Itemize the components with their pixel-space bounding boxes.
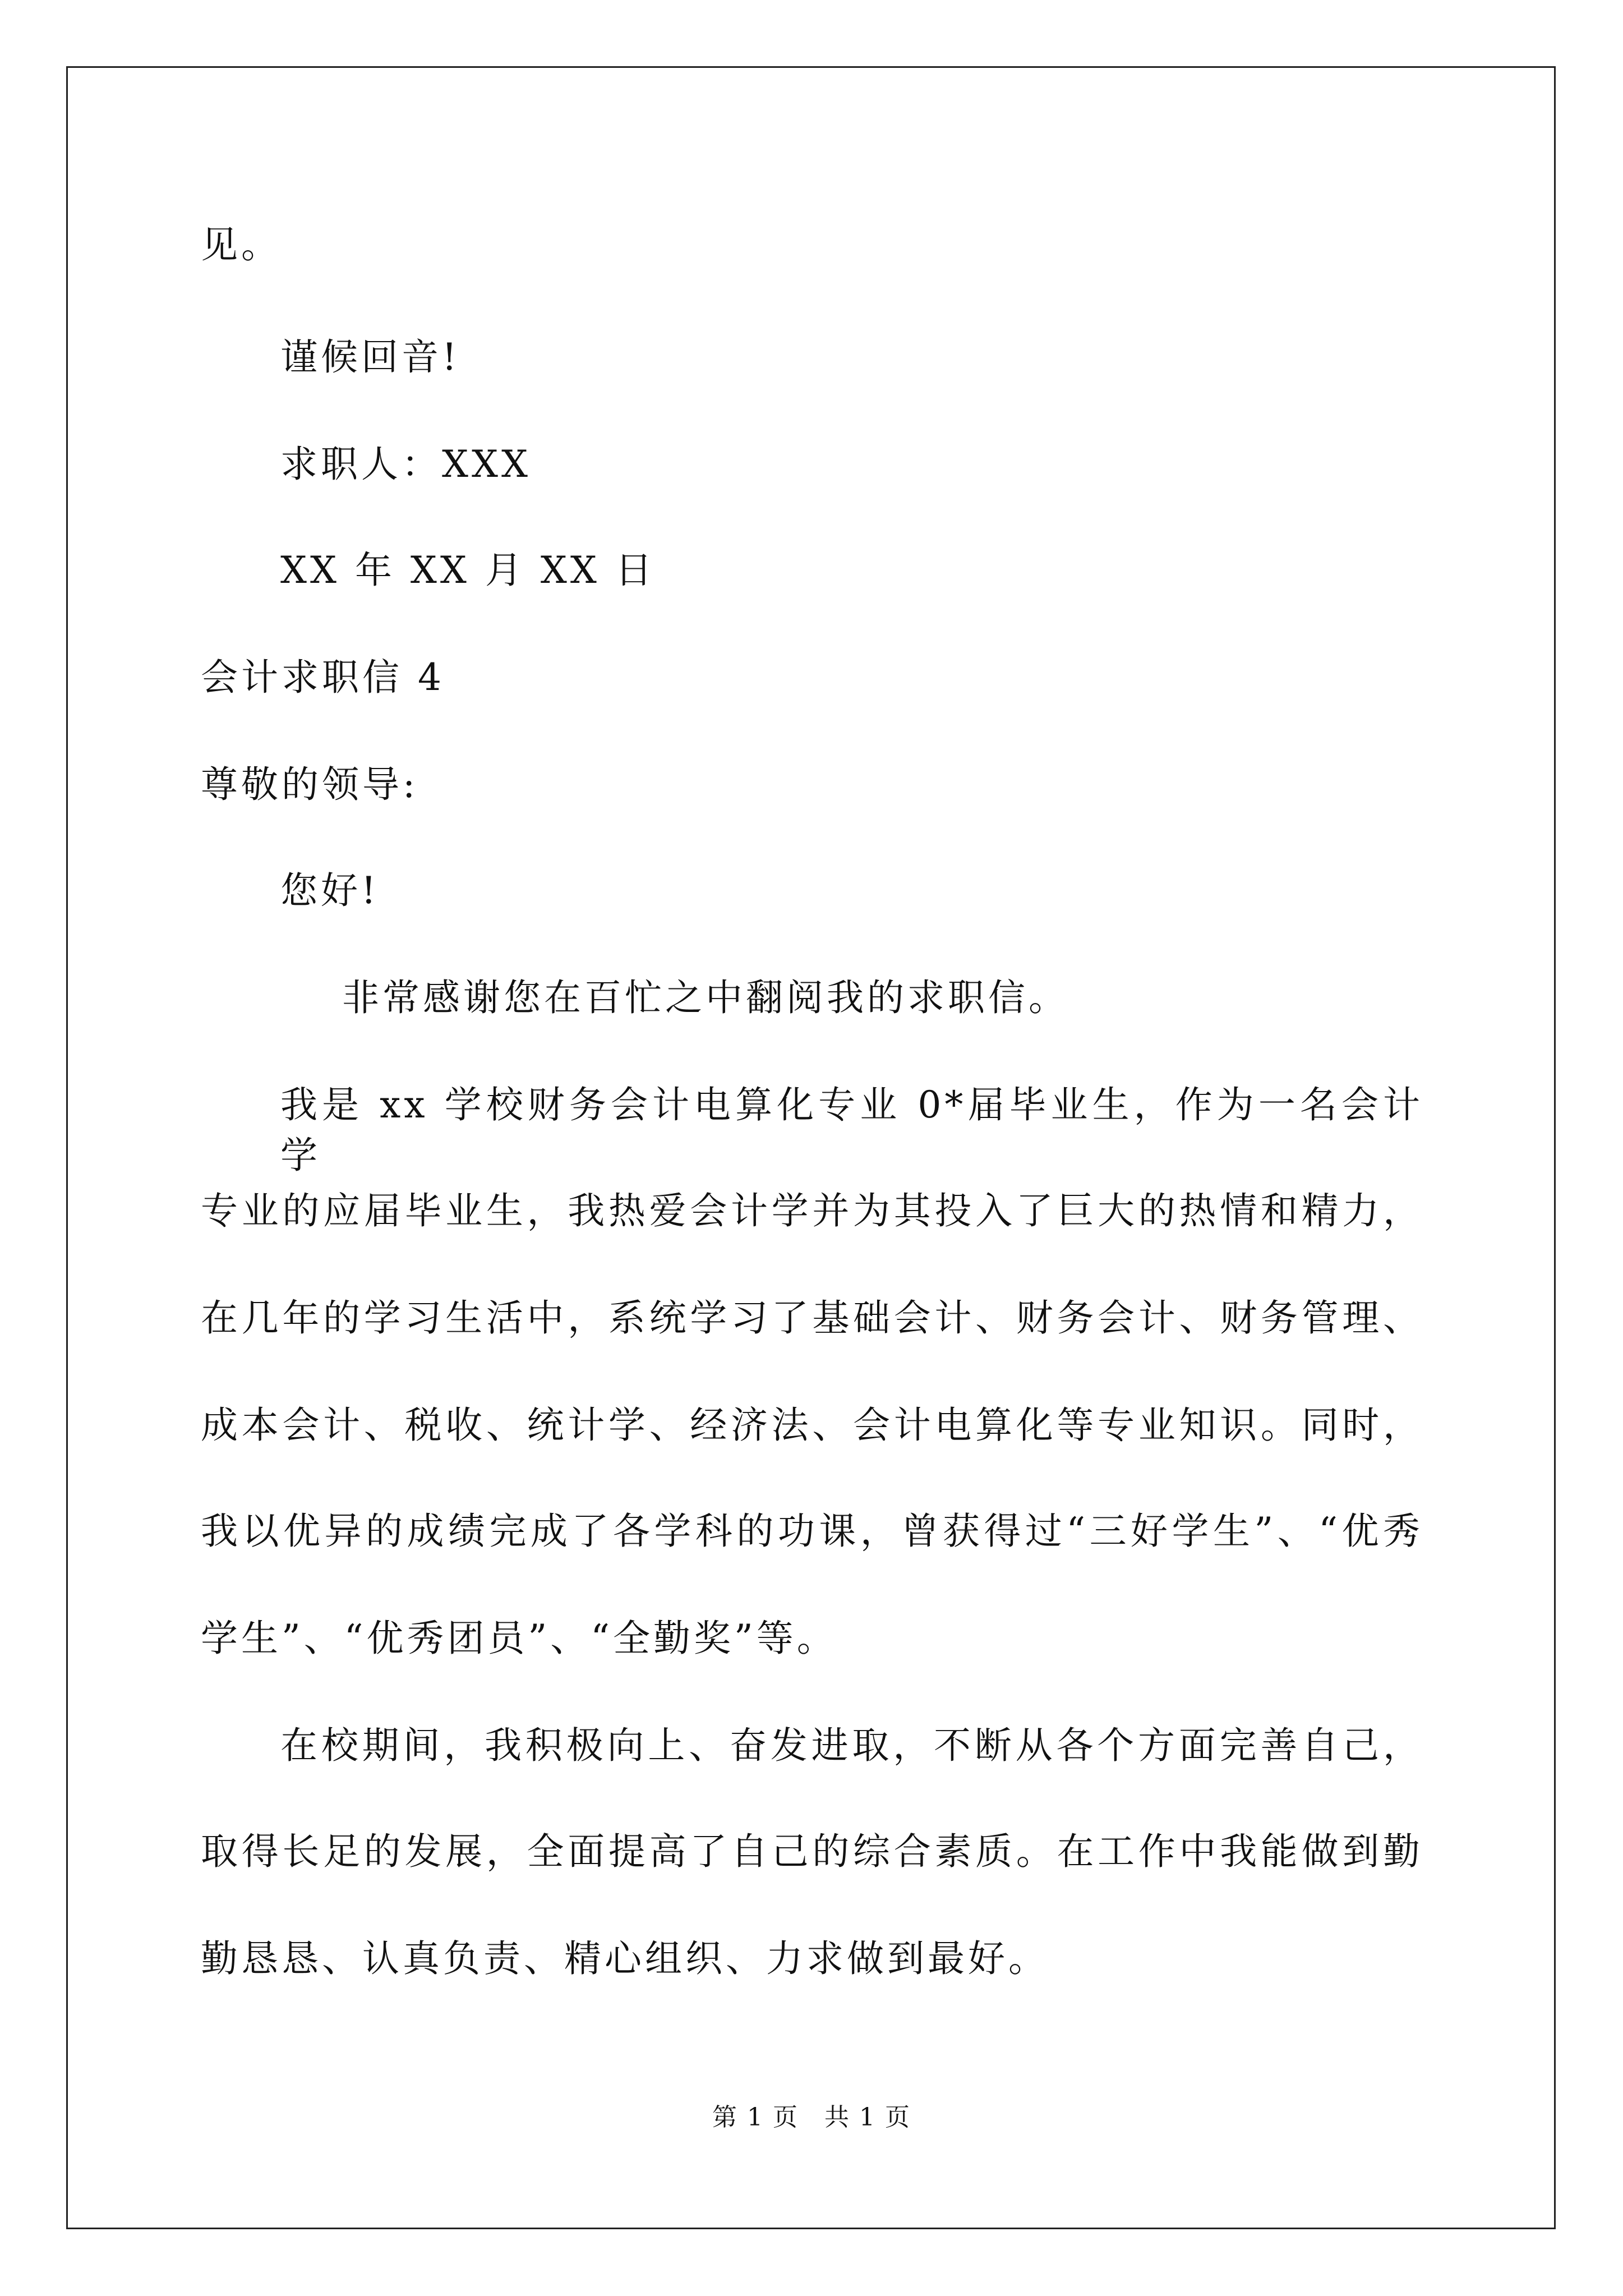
section-title: 会计求职信 4: [201, 656, 445, 699]
paragraph-line: 成本会计、税收、统计学、经济法、会计电算化等专业知识。同时，: [201, 1404, 1423, 1447]
paragraph-line: 勤恳恳、认真负责、精心组织、力求做到最好。: [201, 1937, 1049, 1980]
page-number-footer: 第 1 页 共 1 页: [712, 2103, 911, 2132]
text-line: XX 年 XX 月 XX 日: [280, 549, 656, 592]
paragraph-line: 学生”、“优秀团员”、“全勤奖”等。: [201, 1617, 837, 1660]
greeting: 您好!: [280, 869, 380, 912]
paragraph-line: 专业的应届毕业生，我热爱会计学并为其投入了巨大的热情和精力，: [201, 1189, 1423, 1232]
paragraph-line: 在几年的学习生活中，系统学习了基础会计、财务会计、财务管理、: [201, 1296, 1423, 1340]
paragraph-line: 在校期间，我积极向上、奋发进取，不断从各个方面完善自己，: [280, 1724, 1423, 1767]
salutation: 尊敬的领导:: [201, 763, 419, 806]
text-line: 谨候回音!: [280, 335, 460, 379]
text-line: 见。: [201, 223, 282, 266]
paragraph-line: 取得长足的发展，全面提高了自己的综合素质。在工作中我能做到勤: [201, 1830, 1423, 1873]
text-line: 求职人：XXX: [280, 443, 531, 486]
paragraph-line: 我以优异的成绩完成了各学科的功课，曾获得过“三好学生”、“优秀: [201, 1510, 1423, 1553]
paragraph-line: 我是 xx 学校财务会计电算化专业 0*届毕业生，作为一名会计学: [280, 1083, 1423, 1177]
text-line: 非常感谢您在百忙之中翻阅我的求职信。: [342, 976, 1069, 1019]
